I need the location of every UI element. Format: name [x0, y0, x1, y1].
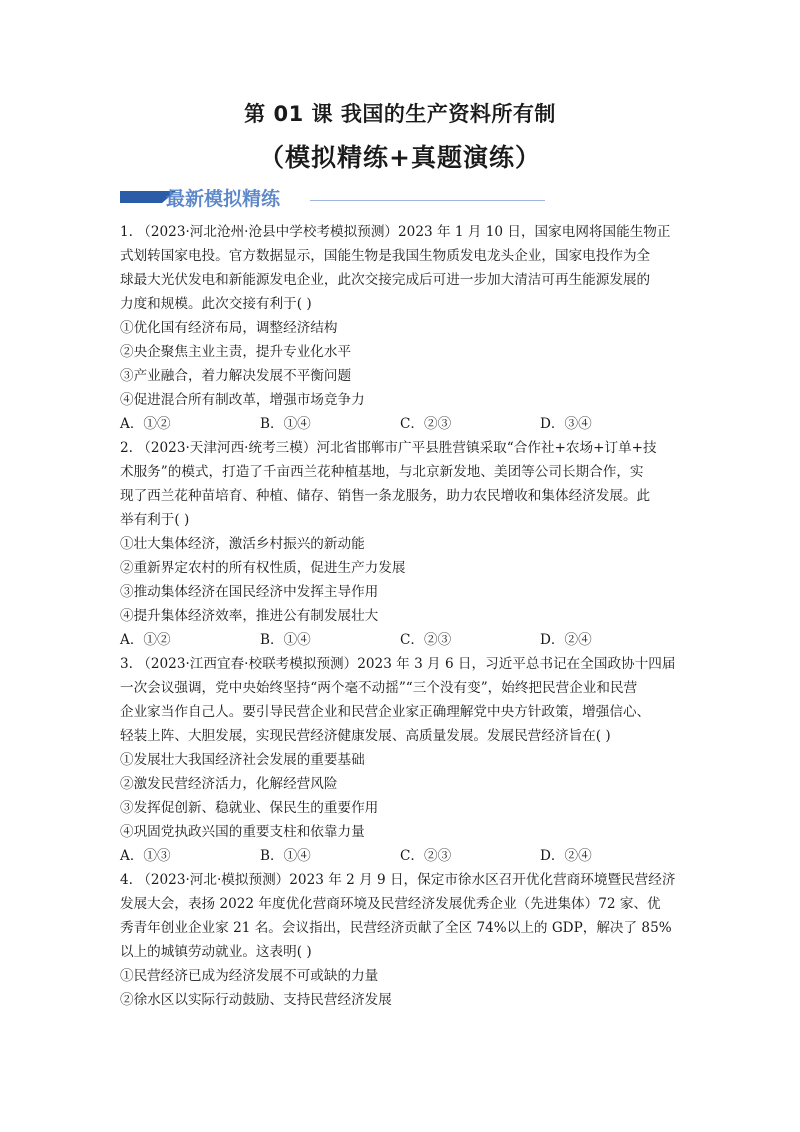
question-text-line: 以上的城镇劳动就业。这表明( ) [120, 944, 312, 960]
option-a: A．①③ [120, 848, 171, 864]
question-text-line: 发展大会，表扬 2022 年度优化营商环境及民营经济发展优秀企业（先进集体）72 家、优 [120, 896, 661, 912]
option-b: B．①④ [260, 632, 311, 648]
option-c: C．②③ [400, 416, 452, 432]
question-text-line: 4. （2023·河北·模拟预测）2023 年 2 月 9 日，保定市徐水区召开优化营商环境暨民营经济 [120, 872, 676, 888]
statement-item: ③推动集体经济在国民经济中发挥主导作用 [120, 584, 379, 600]
section-divider [310, 200, 545, 201]
option-c: C．②③ [400, 632, 452, 648]
question-text-line: 术服务”的模式，打造了千亩西兰花种植基地，与北京新发地、美团等公司长期合作，实 [120, 464, 644, 480]
statement-item: ②重新界定农村的所有权性质，促进生产力发展 [120, 560, 406, 576]
statement-item: ②激发民营经济活力，化解经营风险 [120, 776, 338, 792]
statement-item: ①优化国有经济布局，调整经济结构 [120, 320, 338, 336]
option-d: D．②④ [540, 632, 592, 648]
option-d: D．③④ [540, 416, 592, 432]
question-text-line: 秀青年创业企业家 21 名。会议指出，民营经济贡献了全区 74%以上的 GDP，解决了 85% [120, 920, 672, 936]
option-a: A．①② [120, 632, 171, 648]
question-text-line: 力度和规模。此次交接有利于( ) [120, 296, 312, 312]
question-text-line: 球最大光伏发电和新能源发电企业，此次交接完成后可进一步加大清洁可再生能源发展的 [120, 272, 651, 288]
statement-item: ①发展壮大我国经济社会发展的重要基础 [120, 752, 365, 768]
question-text-line: 一次会议强调，党中央始终坚持“两个毫不动摇”“三个没有变”，始终把民营企业和民营 [120, 680, 638, 696]
statement-item: ②央企聚焦主业主责，提升专业化水平 [120, 344, 352, 360]
question-text-line: 轻装上阵、大胆发展，实现民营经济健康发展、高质量发展。发展民营经济旨在( ) [120, 728, 611, 744]
option-d: D．②④ [540, 848, 592, 864]
statement-item: ④巩固党执政兴国的重要支柱和依靠力量 [120, 824, 365, 840]
page-subtitle: （模拟精练+真题演练） [259, 143, 541, 172]
answer-options [120, 844, 680, 868]
page-title: 第 01 课 我国的生产资料所有制 [244, 102, 556, 126]
statement-item: ④提升集体经济效率，推进公有制发展壮大 [120, 608, 379, 624]
question-text-line: 3. （2023·江西宜春·校联考模拟预测）2023 年 3 月 6 日，习近平总书记在全国政协十四届 [120, 656, 676, 672]
section-heading [120, 183, 680, 211]
section-bar-icon [120, 191, 162, 203]
question-text-line: 企业家当作自己人。要引导民营企业和民营企业家正确理解党中央方针政策，增强信心、 [120, 704, 651, 720]
option-b: B．①④ [260, 848, 311, 864]
question-text-line: 式划转国家电投。官方数据显示，国能生物是我国生物质发电龙头企业，国家电投作为全 [120, 248, 651, 264]
question-text-line: 2. （2023·天津河西·统考三模）河北省邯郸市广平县胜营镇采取“合作社+农场+订单+技 [120, 440, 657, 456]
question-text-line: 1. （2023·河北沧州·沧县中学校考模拟预测）2023 年 1 月 10 日，国家电网将国能生物正 [120, 224, 671, 240]
statement-item: ③产业融合，着力解决发展不平衡问题 [120, 368, 352, 384]
statement-item: ②徐水区以实际行动鼓励、支持民营经济发展 [120, 992, 392, 1008]
option-a: A．①② [120, 416, 171, 432]
question-text-line: 举有利于( ) [120, 512, 190, 528]
question-text-line: 现了西兰花种苗培育、种植、储存、销售一条龙服务，助力农民增收和集体经济发展。此 [120, 488, 651, 504]
answer-options [120, 628, 680, 652]
statement-item: ③发挥促创新、稳就业、保民生的重要作用 [120, 800, 379, 816]
statement-item: ①民营经济已成为经济发展不可或缺的力量 [120, 968, 379, 984]
option-c: C．②③ [400, 848, 452, 864]
option-b: B．①④ [260, 416, 311, 432]
statement-item: ④促进混合所有制改革，增强市场竞争力 [120, 392, 365, 408]
section-heading-label: 最新模拟精练 [166, 188, 281, 210]
statement-item: ①壮大集体经济，激活乡村振兴的新动能 [120, 536, 365, 552]
answer-options [120, 412, 680, 436]
